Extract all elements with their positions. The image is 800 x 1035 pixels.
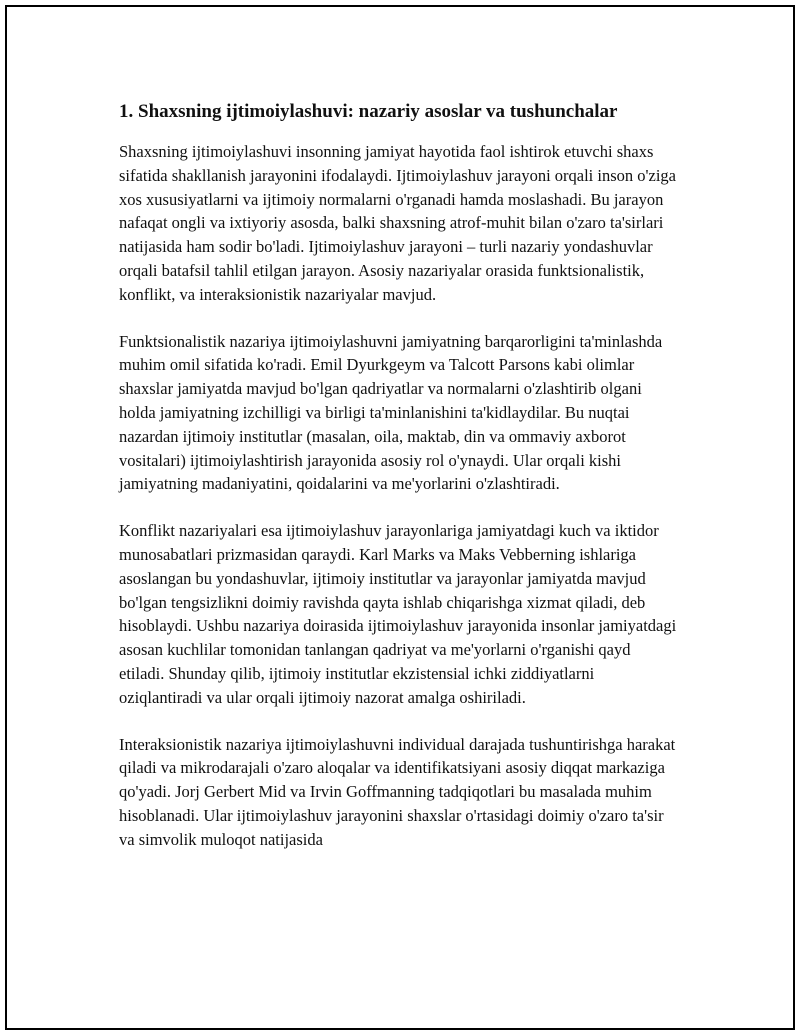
- paragraph-functionalist-theory: Funktsionalistik nazariya ijtimoiylashuvni jamiyatning barqarorligini ta'minlashda muhim omil sifatida ko'radi. Emil Dyurkgeym va Talcott Parsons kabi olimlar shaxslar jamiyatda mavjud bo'lgan qadriyatlar va normalarni o'zlashtirib olgani holda jamiyatning izchilligi va birligi ta'minlanishini ta'kidlaydilar. Bu nuqtai nazardan ijtimoiy institutlar (masalan, oila, maktab, din va ommaviy axborot vositalari) ijtimoiylashtirish jarayonida asosiy rol o'ynaydi. Ular orqali kishi jamiyatning madaniyatini, qoidalarini va me'yorlarini o'zlashtiradi.: [119, 331, 663, 494]
- document-body: [119, 100, 679, 875]
- paragraph-conflict-theory: Konflikt nazariyalari esa ijtimoiylashuv jarayonlariga jamiyatdagi kuch va iktidor munosabatlari prizmasidan qaraydi. Karl Marks va Maks Vebberning ishlariga asoslangan bu yondashuvlar, ijtimoiy institutlar va jarayonlar jamiyatda mavjud bo'lgan tengsizlikni doimiy ravishda qayta ishlab chiqarishga xizmat qiladi, deb hisoblaydi. Ushbu nazariya doirasida ijtimoiylashuv jarayonida insonlar jamiyatdagi asosan kuchlilar tomonidan tanlangan qadriyat va me'yorlarni o'rganishi qayd etiladi. Shunday qilib, ijtimoiy institutlar ekzistensial ichki ziddiyatlarni oziqlantiradi va ular orqali ijtimoiy nazorat amalga oshiriladi.: [119, 521, 677, 707]
- section-heading: 1. Shaxsning ijtimoiylashuvi: nazariy asoslar va tushunchalar: [119, 101, 618, 122]
- paragraph-introduction: Shaxsning ijtimoiylashuvi insonning jamiyat hayotida faol ishtirok etuvchi shaxs sifatida shakllanish jarayonini ifodalaydi. Ijtimoiylashuv jarayoni orqali inson o'ziga xos xususiyatlarni va ijtimoiy normalarni o'rganadi hamda moslashadi. Bu jarayon nafaqat ongli va ixtiyoriy asosda, balki shaxsning atrof-muhit bilan o'zaro ta'sirlari natijasida ham sodir bo'ladi. Ijtimoiylashuv jarayoni – turli nazariy yondashuvlar orqali batafsil tahlil etilgan jarayon. Asosiy nazariyalar orasida funktsionalistik, konflikt, va interaksionistik nazariyalar mavjud.: [119, 142, 676, 304]
- page-frame: [5, 5, 795, 1030]
- paragraph-interactionist-theory: Interaksionistik nazariya ijtimoiylashuvni individual darajada tushuntirishga harakat qiladi va mikrodarajali o'zaro aloqalar va identifikatsiyani asosiy diqqat markaziga qo'yadi. Jorj Gerbert Mid va Irvin Goffmanning tadqiqotlari bu masalada muhim hisoblanadi. Ular ijtimoiylashuv jarayonini shaxslar o'rtasidagi doimiy o'zaro ta'sir va simvolik muloqot natijasida: [119, 734, 676, 849]
